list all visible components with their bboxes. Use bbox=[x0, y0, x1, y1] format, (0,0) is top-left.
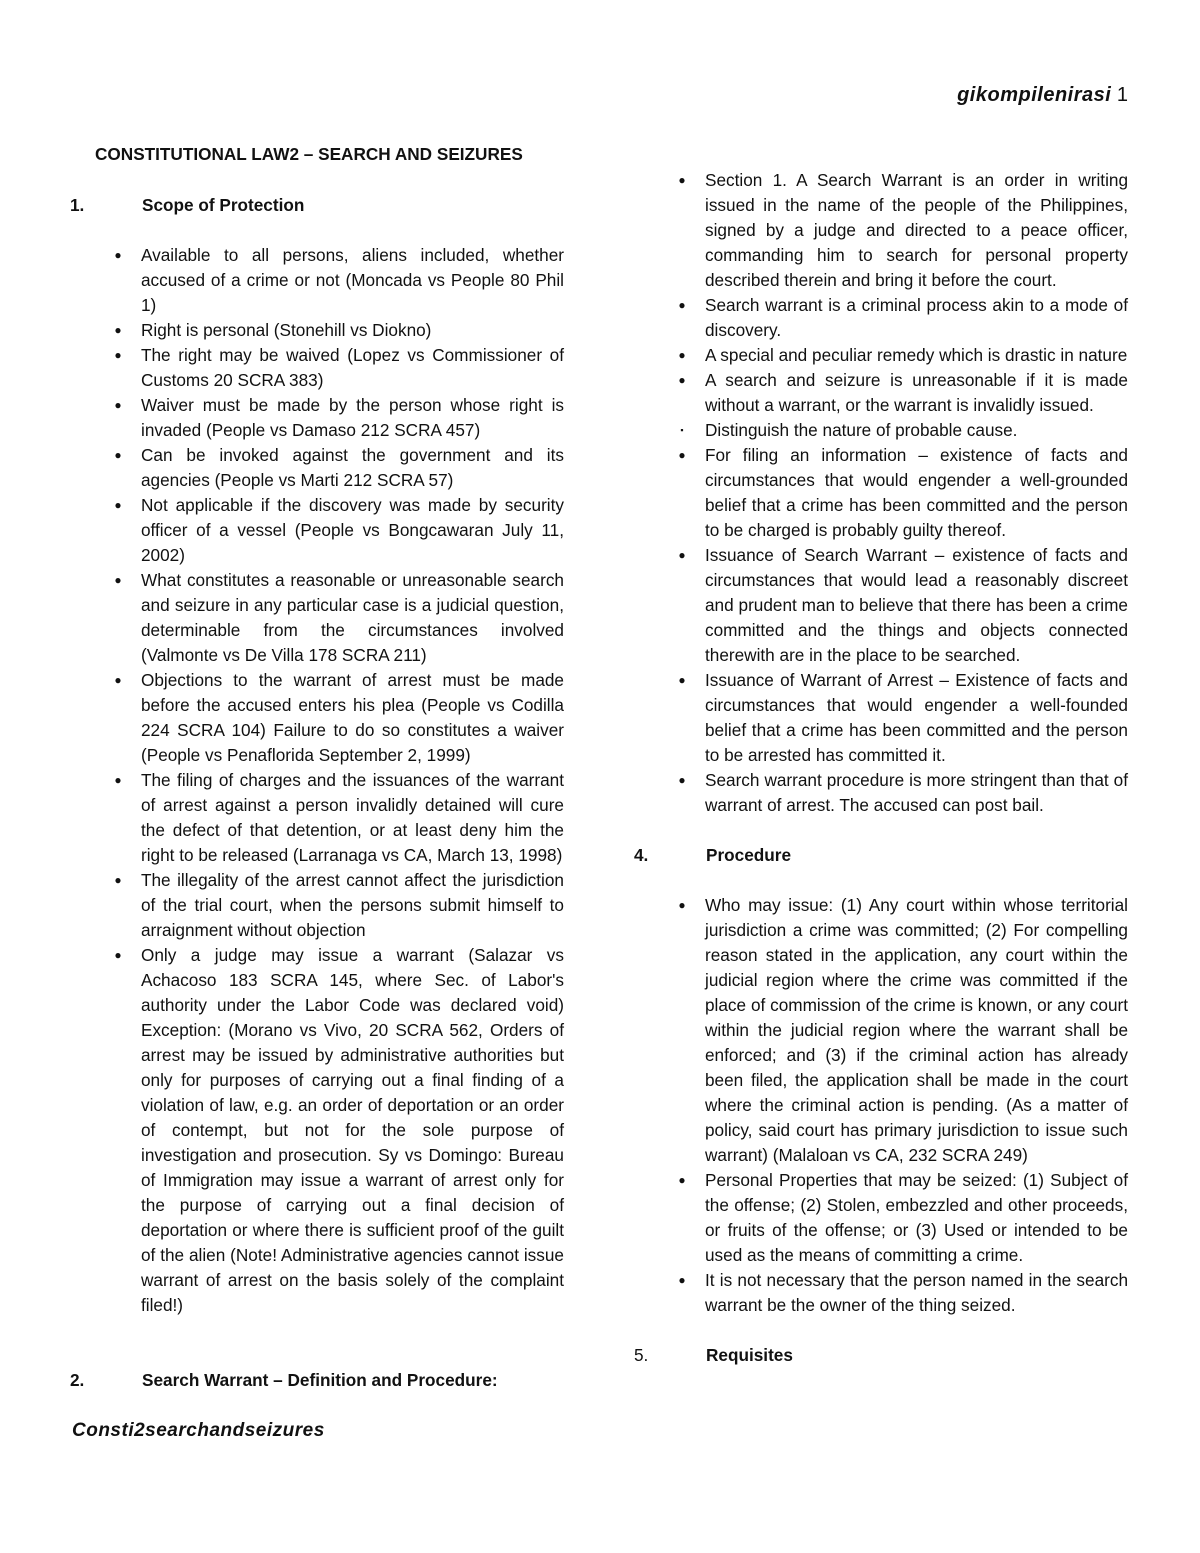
procedure-list bbox=[634, 893, 1128, 1318]
list-item-text: The illegality of the arrest cannot affect the jurisdiction of the trial court, when the persons submit himself to arraignment without objection bbox=[141, 870, 564, 940]
list-item bbox=[70, 393, 564, 443]
list-item-text: Can be invoked against the government and its agencies (People vs Marti 212 SCRA 57) bbox=[141, 445, 564, 490]
square-bullet-icon: ▪ bbox=[680, 425, 684, 435]
list-item-text: Search warrant procedure is more stringent than that of warrant of arrest. The accused can post bail. bbox=[705, 770, 1128, 815]
list-item-text: Distinguish the nature of probable cause. bbox=[705, 420, 1018, 440]
bullet-icon: ● bbox=[678, 1273, 686, 1287]
section-5-number: 5. bbox=[634, 1345, 649, 1365]
list-item bbox=[634, 1168, 1128, 1268]
section-1-number: 1. bbox=[70, 195, 85, 215]
bullet-icon: ● bbox=[678, 373, 686, 387]
bullet-icon: ● bbox=[678, 348, 686, 362]
footer-title: Consti2searchandseizures bbox=[72, 1420, 325, 1441]
list-item bbox=[634, 1268, 1128, 1318]
list-item bbox=[70, 943, 564, 1318]
bullet-icon: ● bbox=[114, 873, 122, 887]
section-2-title: Search Warrant – Definition and Procedure: bbox=[142, 1370, 498, 1390]
section-4-title: Procedure bbox=[706, 845, 792, 865]
list-item bbox=[634, 893, 1128, 1168]
bullet-icon: ● bbox=[678, 548, 686, 562]
list-item-text: Search warrant is a criminal process akin to a mode of discovery. bbox=[705, 295, 1128, 340]
list-item-text: The right may be waived (Lopez vs Commissioner of Customs 20 SCRA 383) bbox=[141, 345, 564, 390]
list-item bbox=[70, 868, 564, 943]
warrant-list bbox=[634, 168, 1128, 818]
list-item bbox=[634, 418, 1128, 443]
list-item bbox=[70, 568, 564, 668]
list-item bbox=[70, 768, 564, 868]
section-4-number: 4. bbox=[634, 845, 649, 865]
bullet-icon: ● bbox=[114, 248, 122, 262]
bullet-icon: ● bbox=[114, 323, 122, 337]
bullet-icon: ● bbox=[678, 773, 686, 787]
list-item bbox=[70, 343, 564, 393]
bullet-icon: ● bbox=[114, 348, 122, 362]
section-1-title: Scope of Protection bbox=[142, 195, 305, 215]
list-item bbox=[634, 293, 1128, 343]
list-item bbox=[70, 243, 564, 318]
bullet-icon: ● bbox=[678, 298, 686, 312]
list-item-text: Only a judge may issue a warrant (Salazar vs Achacoso 183 SCRA 145, where Sec. of Labor's authority under the Labor Code was declared void) Exception: (Morano vs Vivo, 20 SCRA 562, Orders of arrest may be issued by administrative authorities but only for purposes of carrying out a final finding of a violation of law, e.g. an order of deportation or an order of contempt, but not for the sole purpose of investigation and prosecution. Sy vs Domingo: Bureau of Immigration may issue a warrant of arrest only for the purpose of carrying out a final decision of deportation or where there is sufficient proof of the guilt of the alien (Note! Administrative agencies cannot issue warrant of arrest on the basis solely of the complaint filed!) bbox=[141, 945, 564, 1315]
bullet-icon: ● bbox=[114, 673, 122, 687]
list-item-text: Personal Properties that may be seized: (1) Subject of the offense; (2) Stolen, embezzled and other proceeds, or fruits of the offense; or (3) Used or intended to be used as the means of committing a crime. bbox=[705, 1170, 1128, 1265]
document-title: CONSTITUTIONAL LAW2 – SEARCH AND SEIZURES bbox=[95, 144, 523, 164]
list-item bbox=[70, 493, 564, 568]
list-item bbox=[70, 443, 564, 493]
list-item bbox=[70, 668, 564, 768]
list-item-text: A search and seizure is unreasonable if it is made without a warrant, or the warrant is invalidly issued. bbox=[705, 370, 1128, 415]
list-item-text: Available to all persons, aliens included, whether accused of a crime or not (Moncada vs People 80 Phil 1) bbox=[141, 245, 564, 315]
section-1-heading bbox=[70, 193, 304, 218]
list-item bbox=[70, 318, 564, 343]
list-item bbox=[634, 343, 1128, 368]
list-item-text: Objections to the warrant of arrest must be made before the accused enters his plea (People vs Codilla 224 SCRA 104) Failure to do so constitutes a waiver (People vs Penaflorida September 2, 1999) bbox=[141, 670, 564, 765]
section-5-heading bbox=[634, 1343, 793, 1368]
bullet-icon: ● bbox=[114, 948, 122, 962]
list-item-text: Issuance of Search Warrant – existence of facts and circumstances that would lead a reasonably discreet and prudent man to believe that there has been a crime committed and the things and objects connected therewith are in the place to be searched. bbox=[705, 545, 1128, 665]
bullet-icon: ● bbox=[678, 673, 686, 687]
bullet-icon: ● bbox=[114, 498, 122, 512]
list-item-text: Issuance of Warrant of Arrest – Existence of facts and circumstances that would engender a well-founded belief that a crime has been committed and the person to be arrested has committed it. bbox=[705, 670, 1128, 765]
list-item bbox=[634, 368, 1128, 418]
header-name: gikompilenirasi bbox=[957, 84, 1112, 106]
list-item bbox=[634, 543, 1128, 668]
section-4-heading bbox=[634, 843, 791, 868]
bullet-icon: ● bbox=[678, 898, 686, 912]
list-item-text: A special and peculiar remedy which is drastic in nature bbox=[705, 345, 1128, 365]
list-item-text: Section 1. A Search Warrant is an order in writing issued in the name of the people of the Philippines, signed by a judge and directed to a peace officer, commanding him to search for personal property described therein and bring it before the court. bbox=[705, 170, 1128, 290]
bullet-icon: ● bbox=[114, 773, 122, 787]
list-item-text: Waiver must be made by the person whose right is invaded (People vs Damaso 212 SCRA 457) bbox=[141, 395, 564, 440]
list-item-text: Right is personal (Stonehill vs Diokno) bbox=[141, 320, 432, 340]
scope-list bbox=[70, 243, 564, 1318]
bullet-icon: ● bbox=[678, 448, 686, 462]
list-item bbox=[634, 668, 1128, 768]
list-item-text: The filing of charges and the issuances of the warrant of arrest against a person invalidly detained will cure the defect of that detention, or at least deny him the right to be released (Larranaga vs CA, March 13, 1998) bbox=[141, 770, 564, 865]
list-item-text: Who may issue: (1) Any court within whose territorial jurisdiction a crime was committed; (2) For compelling reason stated in the application, any court within the judicial region where the crime was committed if the place of commission of the crime is known, or any court within the judicial region where the warrant shall be enforced; and (3) if the criminal action has already been filed, the application shall be made in the court where the criminal action is pending. (As a matter of policy, said court has primary jurisdiction to issue such warrant) (Malaloan vs CA, 232 SCRA 249) bbox=[705, 895, 1128, 1165]
list-item bbox=[634, 768, 1128, 818]
section-5-title: Requisites bbox=[706, 1345, 793, 1365]
page-header bbox=[957, 84, 1128, 107]
list-item-text: Not applicable if the discovery was made by security officer of a vessel (People vs Bongcawaran July 11, 2002) bbox=[141, 495, 564, 565]
section-2-heading bbox=[70, 1368, 498, 1393]
bullet-icon: ● bbox=[678, 173, 686, 187]
section-2-number: 2. bbox=[70, 1370, 85, 1390]
page-number: 1 bbox=[1116, 84, 1128, 106]
list-item bbox=[634, 168, 1128, 293]
list-item-text: What constitutes a reasonable or unreasonable search and seizure in any particular case is a judicial question, determinable from the circumstances involved (Valmonte vs De Villa 178 SCRA 211) bbox=[141, 570, 564, 665]
list-item-text: It is not necessary that the person named in the search warrant be the owner of the thing seized. bbox=[705, 1270, 1128, 1315]
list-item bbox=[634, 443, 1128, 543]
bullet-icon: ● bbox=[114, 448, 122, 462]
bullet-icon: ● bbox=[114, 573, 122, 587]
list-item-text: For filing an information – existence of facts and circumstances that would engender a well-grounded belief that a crime has been committed and the person to be charged is probably guilty thereof. bbox=[705, 445, 1128, 540]
bullet-icon: ● bbox=[114, 398, 122, 412]
bullet-icon: ● bbox=[678, 1173, 686, 1187]
